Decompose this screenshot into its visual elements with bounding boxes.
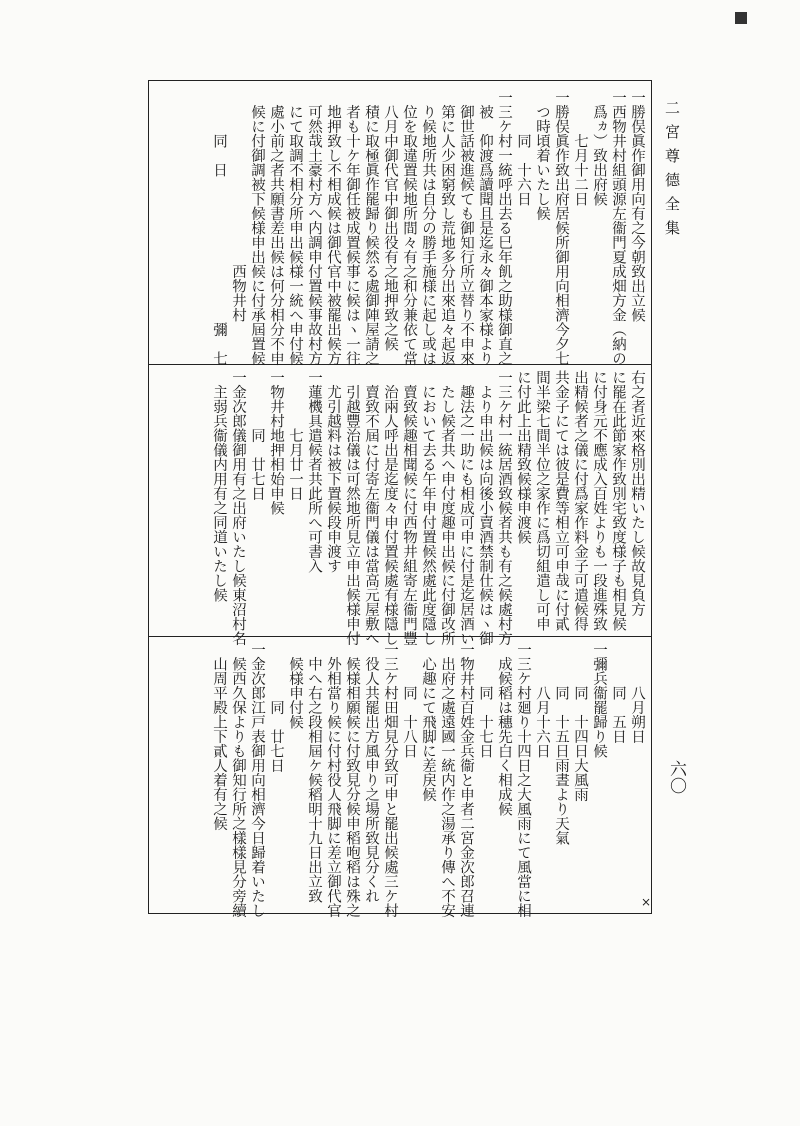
text-column: 一勝俣眞作御用向有之今朝致出立候	[629, 90, 645, 322]
text-column: 出府之處遠國一統内作之湯承り傳へ不安	[439, 642, 455, 918]
text-column: 候様申付候	[287, 642, 303, 729]
text-column: 引越豐治儀は可然地所見立申出候様申付	[344, 370, 360, 646]
text-column: 爲ヵ）致出府候	[591, 90, 607, 206]
text-column: 一三ケ村廻り十四日之大風雨にて風當に相	[515, 642, 531, 918]
text-column: 候様相願候に付致見分候申稻咆稻は殊之	[344, 642, 360, 918]
text-column: 御世話被進候ても御知行所立替り不申來	[458, 90, 474, 366]
text-column: 賣致候趣相聞候に付西物井組寄左衞門豐	[401, 370, 417, 646]
text-column: 山周平殿上下貳人着有之候	[211, 642, 227, 831]
text-column: 候に付御調被下候様申出候に付承屆置候	[249, 90, 265, 366]
text-column: 一物井村百姓金兵衞と申者二宮金次郎召連	[458, 642, 474, 918]
text-column: 間半梁七間半位之家作に爲切組遣し可申	[534, 370, 550, 631]
text-column: 積に取極眞作罷歸り候然る處御陣屋請之	[363, 90, 379, 366]
text-column: 候西久保よりも御知行所之樣樣見分旁續	[230, 642, 246, 918]
book-title: 二宮尊德全集	[663, 100, 681, 244]
text-column: 處小前之者共願書差出候は何分相分不申	[268, 90, 284, 366]
text-column: 一三ケ村田畑見分致可申と罷出候處三ケ村	[382, 642, 398, 918]
text-column: 共金子にては彼是費等相立可申哉に付貳	[553, 370, 569, 631]
section-divider-2	[148, 636, 652, 637]
text-column: 位を取違置候地所間々有之和分兼依て當	[401, 90, 417, 366]
text-column: 同 廿七日	[268, 642, 284, 773]
text-column: 主弱兵衞儀内用有之同道いたし候	[211, 370, 227, 602]
text-column: 右之者近來格別出精いたし候故見負方	[629, 370, 645, 617]
text-column: 同 五日	[610, 642, 626, 744]
cross-mark: ×	[641, 895, 652, 909]
text-column: 同 十八日	[401, 642, 417, 758]
text-column: 治兩人呼出是迄度々申付置候處有様隱し	[382, 370, 398, 646]
text-column: 七月十二日	[572, 90, 588, 206]
text-column: において去る午年申付置候然處此度隱し	[420, 370, 436, 646]
text-column: 一三ケ村一統居酒致候者共も有之候處村方	[496, 370, 512, 646]
text-block-top	[209, 90, 646, 366]
text-column: つ時頃着いたし候	[534, 90, 550, 221]
text-column: 心趣にて飛脚に差戻候	[420, 642, 436, 802]
corner-mark	[735, 12, 747, 24]
text-column: 尤引越料は被下置候段申渡す	[325, 370, 341, 573]
text-column: 八月中御代官中御出役有之地押致之候	[382, 90, 398, 351]
text-column: にて取調不相分所申出候様一統へ申付候	[287, 90, 303, 366]
text-column: に付身元不應成入百姓よりも一段進殊致	[591, 370, 607, 631]
text-column: 同 廿七日	[249, 370, 265, 501]
text-column: 外相當り候に付村役人飛脚に差立御代官	[325, 642, 341, 918]
text-column: 同 十六日	[515, 90, 531, 206]
text-column: 可然哉土豪村方へ内調申付置候事故村方	[306, 90, 322, 366]
text-column: り候地所共は自分の勝手施様に起し或は	[420, 90, 436, 366]
text-column: 役人共罷出方風申り之場所致見分くれ	[363, 642, 379, 903]
text-column: 一蓮機具遣候者共此所へ可書入	[306, 370, 322, 573]
text-column: 同 日 彌 七	[211, 90, 227, 366]
text-column: 一西物井村組頭源左衞門夏成畑方金（納の	[610, 90, 626, 366]
text-column: 西物井村	[230, 90, 246, 322]
text-column: 趣法之一助にも相成可申に付是迄居酒い	[458, 370, 474, 646]
text-column: 被 仰渡爲讀聞且是迄永々御本家様より	[477, 90, 493, 366]
text-column: 中へ右之段相屆ケ候稻明十九日出立致	[306, 642, 322, 903]
text-column: より申出候は向後小賣酒禁制仕候はヽ御	[477, 370, 493, 646]
text-column: 七月廿一日	[287, 370, 303, 501]
text-column: 賣致不屆に付寄左衞門儀は當高元屋敷へ	[363, 370, 379, 646]
text-column: 者も十ケ年御任被成置候事に候はヽ一往	[344, 90, 360, 366]
text-column: 八月十六日	[534, 642, 550, 758]
text-column: 一勝俣眞作致出府居候所御用向相濟今夕七	[553, 90, 569, 366]
text-column: に罷在此節家作致別宅致度様子も相見候	[610, 370, 626, 631]
text-column: 一金次郎江戸表御用向相濟今日歸着いたし	[249, 642, 265, 918]
text-column: 一物井村地押相始申候	[268, 370, 284, 515]
text-column: 出精候者之儀に付爲家作料金子可遣候得	[572, 370, 588, 631]
text-column: 第に人少困窮致し荒地多分出來追々起返	[439, 90, 455, 366]
text-column: 同 十四日大風雨	[572, 642, 588, 802]
page-number: 六〇	[666, 760, 686, 794]
text-column: 同 十七日	[477, 642, 493, 758]
text-column: 八月朔日	[629, 642, 645, 744]
text-block-bottom	[209, 642, 646, 918]
text-column: 成候稻は穗先白く相成候	[496, 642, 512, 816]
text-column: 同 十五日雨晝より天氣	[553, 642, 569, 845]
text-column: 地押致し不相成候は御代官中被罷出候方	[325, 90, 341, 366]
text-column: に付此上出精致候様申渡候	[515, 370, 531, 544]
text-block-middle	[209, 370, 646, 646]
text-column: 一三ケ村一統呼出去る巳年飢之助様御直之	[496, 90, 512, 366]
text-column: 一彌兵衞罷歸り候	[591, 642, 607, 758]
text-column: たし候者共へ申付度趣申出候に付御改所	[439, 370, 455, 646]
text-column: 一金次郎儀御用有之出府いたし候東沼村名	[230, 370, 246, 646]
